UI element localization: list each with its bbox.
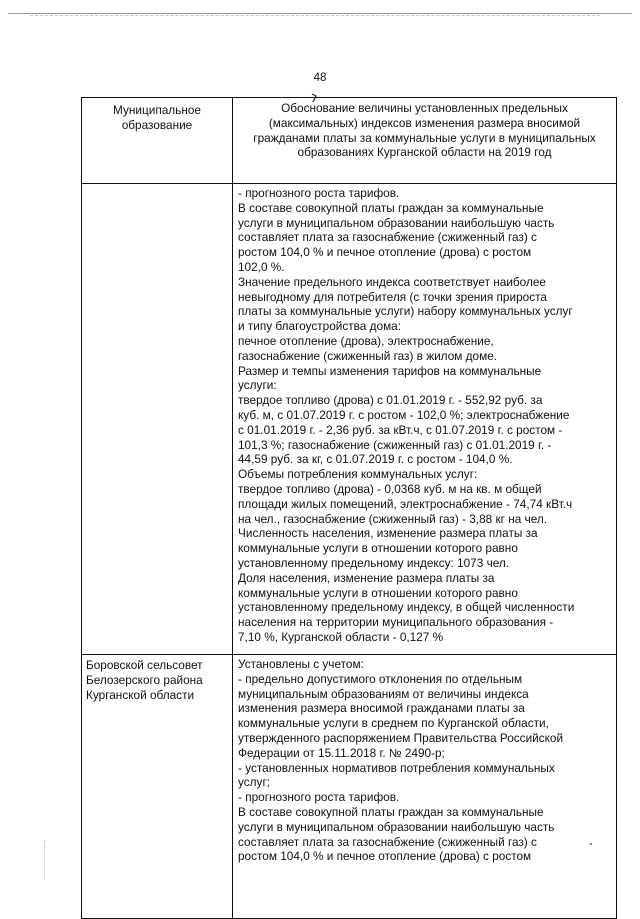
text-line: площади жилых помещений, электроснабжение - 74,74 кВт.ч [238,496,573,511]
scan-speck [590,843,592,845]
text-line: населения на территории муниципального образования - [238,615,554,630]
text-line: Муниципальное [113,103,201,117]
row-2-municipality-lines [86,658,230,702]
text-line: ростом 104,0 % и печное отопление (дрова) с ростом [238,849,532,864]
text-line: услуги в муниципальном образовании наибольшую часть [238,819,555,834]
text-line: Объемы потребления коммунальных услуг: [238,467,478,482]
header-municipality-cell [82,98,233,184]
text-line: - предельно допустимого отклонения по отдельным [238,671,523,686]
row-2-justification-cell [233,655,617,919]
text-line: ростом 104,0 % и печное отопление (дрова) с ростом [238,245,532,260]
text-line: невыгодному для потребителя (с точки зрения прироста [238,289,547,304]
text-line: коммунальные услуги в среднем по Курганской области, [238,716,549,731]
row-2-justification-lines [238,657,614,864]
page-top-rule [8,13,632,14]
text-line: образованиях Курганской области на 2019 год [297,145,552,160]
text-line: Доля населения, изменение размера платы за [238,570,495,585]
text-line: образование [121,117,193,132]
page-number: 48 [313,72,327,84]
text-line: платы за коммунальные услуги) набору коммунальных услуг [238,304,573,319]
text-line: Установлены с учетом: [238,657,364,671]
text-line: с 01.01.2019 г. - 2,36 руб. за кВт.ч, с 01.07.2019 г. с ростом - [238,422,563,437]
text-line: составляет плата за газоснабжение (сжиженный газ) с [238,834,537,849]
text-line: твердое топливо (дрова) - 0,0368 куб. м на кв. м общей [238,481,542,496]
text-line: - установленных нормативов потребления коммунальных [238,760,555,775]
text-line: 101,3 %; газоснабжение (сжиженный газ) с 01.01.2019 г. - [238,437,552,452]
text-line: гражданами платы за коммунальные услуги в муниципальных [253,130,596,145]
text-line: Боровской сельсовет [86,658,203,672]
justification-table [81,97,617,919]
header-municipality-lines [86,103,228,133]
text-line: на чел., газоснабжение (сжиженный газ) - 3,88 кг на чел. [238,511,548,526]
text-line: В составе совокупной платы граждан за коммунальные [238,804,544,819]
text-line: Белозерского района [86,672,203,687]
text-line: и типу благоустройства дома: [238,319,402,334]
text-line: 44,59 руб. за кг, с 01.07.2019 г. с ростом - 104,0 %. [238,452,513,467]
text-line: твердое топливо (дрова) с 01.01.2019 г. - 552,92 руб. за [238,393,543,408]
row-1-justification-lines [238,186,614,645]
text-line: Значение предельного индекса соответствует наиболее [238,274,546,289]
text-line: - прогнозного роста тарифов. [238,790,400,805]
text-line: коммунальные услуги в отношении которого равно [238,585,518,600]
row-2-municipality-cell [82,655,233,919]
text-line: изменения размера вносимой гражданами платы за [238,701,525,716]
text-line: услуги в муниципальном образовании наибольшую часть [238,215,555,230]
text-line: установленному предельному индексу, в общей численности [238,600,575,615]
text-line: услуги: [238,378,277,393]
text-line: коммунальные услуги в отношении которого равно [238,541,518,556]
row-1-municipality-cell [82,184,233,655]
text-line: (максимальных) индексов изменения размера вносимой [268,115,581,130]
row-1-justification-cell [233,184,617,655]
text-line: утвержденного распоряжением Правительства Российской [238,730,564,745]
header-justification-cell [233,98,617,184]
text-line: Размер и темпы изменения тарифов на коммунальные [238,363,542,378]
text-line: 102,0 %. [238,259,285,274]
text-line: - прогнозного роста тарифов. [238,186,400,200]
table-row [82,655,617,919]
text-line: составляет плата за газоснабжение (сжиженный газ) с [238,230,537,245]
table-row [82,184,617,655]
text-line: Численность населения, изменение размера платы за [238,526,538,541]
text-line: Федерации от 15.11.2018 г. № 2490-р; [238,745,445,760]
text-line: куб. м, с 01.07.2019 г. с ростом - 102,0 %; электроснабжение [238,407,570,422]
scan-margin-artifact [44,840,47,880]
text-line: установленному предельному индексу: 1073 чел. [238,555,510,570]
table-header-row [82,98,617,184]
text-line: Обоснование величины установленных предельных [281,101,568,115]
text-line: В составе совокупной платы граждан за коммунальные [238,200,544,215]
text-line: печное отопление (дрова), электроснабжение, [238,333,494,348]
text-line: Курганской области [86,687,195,702]
header-justification-lines [237,101,612,160]
text-line: 7,10 %, Курганской области - 0,127 % [238,629,444,644]
text-line: газоснабжение (сжиженный газ) в жилом доме. [238,348,498,363]
text-line: услуг; [238,775,271,790]
page-top-scan-line [30,15,600,16]
text-line: муниципальным образованиям от величины индекса [238,686,529,701]
